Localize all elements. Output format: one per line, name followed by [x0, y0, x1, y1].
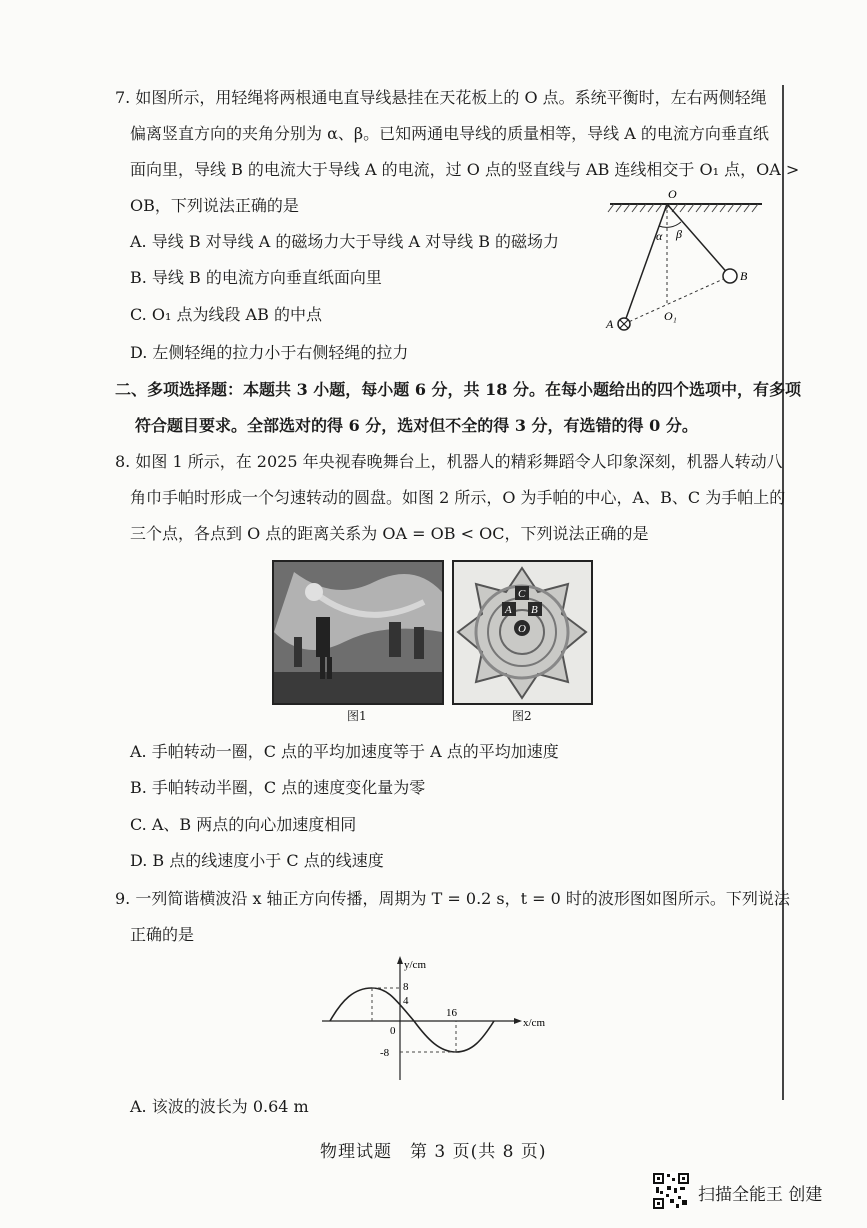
fig7-label-o: O — [668, 187, 677, 201]
graph-tick-neg8: -8 — [380, 1047, 390, 1059]
figure1-caption: 图1 — [347, 709, 367, 723]
wave-curve — [330, 988, 494, 1052]
q8-option-c: C. A、B 两点的向心加速度相同 — [130, 815, 357, 834]
q8-option-a: A. 手帕转动一圈，C 点的平均加速度等于 A 点的平均加速度 — [130, 742, 559, 761]
q7-line3: 面向里，导线 B 的电流大于导线 A 的电流，过 O 点的竖直线与 AB 连线相交于 O₁ 点，OA > — [130, 160, 800, 179]
qr-code-icon — [652, 1172, 690, 1210]
q7-line1: 7. 如图所示，用轻绳将两根通电直导线悬挂在天花板上的 O 点。系统平衡时，左右两侧轻绳 — [115, 88, 767, 107]
section2-heading-line2: 符合题目要求。全部选对的得 6 分，选对但不全的得 3 分，有选错的得 0 分。 — [135, 416, 698, 435]
robot-dance-photo — [272, 560, 444, 705]
graph-xlabel: x/cm — [523, 1017, 545, 1029]
wave-graph — [318, 954, 548, 1084]
page-footer: 物理试题 第 3 页(共 8 页) — [320, 1142, 547, 1162]
right-margin-line — [782, 85, 784, 1100]
fig2-label-a: A — [505, 604, 512, 616]
graph-tick-8: 8 — [403, 981, 409, 993]
q8-line1: 8. 如图 1 所示，在 2025 年央视春晚舞台上，机器人的精彩舞蹈令人印象深刻，机器人转动八 — [115, 452, 783, 471]
fig7-label-b: B — [740, 269, 748, 283]
q7-option-d: D. 左侧轻绳的拉力小于右侧轻绳的拉力 — [130, 343, 409, 362]
q9-line2: 正确的是 — [130, 925, 195, 944]
fig2-label-b: B — [531, 604, 538, 616]
graph-tick-4: 4 — [403, 995, 409, 1007]
wire-b-icon — [723, 269, 737, 283]
section2-heading-line1: 二、多项选择题：本题共 3 小题，每小题 6 分，共 18 分。在每小题给出的四个选项中，有多项 — [115, 380, 801, 399]
q9-option-a: A. 该波的波长为 0.64 m — [130, 1097, 309, 1116]
graph-origin: 0 — [390, 1025, 396, 1037]
scanner-brand-text: 扫描全能王 创建 — [698, 1185, 823, 1205]
q8-line2: 角巾手帕时形成一个匀速转动的圆盘。如图 2 所示，O 为手帕的中心，A、B、C 为手帕上的 — [130, 488, 786, 507]
q7-line2: 偏离竖直方向的夹角分别为 α、β。已知两通电导线的质量相等，导线 A 的电流方向垂直纸 — [130, 124, 769, 143]
graph-tick-16: 16 — [446, 1007, 457, 1019]
fig2-label-o: O — [518, 623, 526, 635]
fig7-label-beta: β — [676, 227, 682, 241]
fig7-label-alpha: α — [656, 229, 663, 243]
rope-a — [624, 204, 667, 324]
q7-line4: OB，下列说法正确的是 — [130, 196, 299, 215]
q8-line3: 三个点，各点到 O 点的距离关系为 OA = OB < OC，下列说法正确的是 — [130, 524, 649, 543]
q9-line1: 9. 一列简谐横波沿 x 轴正方向传播，周期为 T = 0.2 s，t = 0 时的波形图如图所示。下列说法 — [115, 889, 790, 908]
q7-option-c: C. O₁ 点为线段 AB 的中点 — [130, 305, 322, 324]
q8-option-d: D. B 点的线速度小于 C 点的线速度 — [130, 851, 384, 870]
fig2-label-c: C — [518, 588, 526, 600]
graph-ylabel: y/cm — [404, 959, 426, 971]
handkerchief-figure — [452, 560, 593, 705]
figure2-caption: 图2 — [512, 709, 532, 723]
q7-option-b: B. 导线 B 的电流方向垂直纸面向里 — [130, 268, 382, 287]
q7-option-a: A. 导线 B 对导线 A 的磁场力大于导线 A 对导线 B 的磁场力 — [130, 232, 560, 251]
fig7-label-a: A — [606, 317, 614, 331]
q7-figure — [600, 160, 775, 340]
fig7-label-o1: O₁ — [664, 309, 677, 323]
q8-option-b: B. 手帕转动半圈，C 点的速度变化量为零 — [130, 778, 426, 797]
